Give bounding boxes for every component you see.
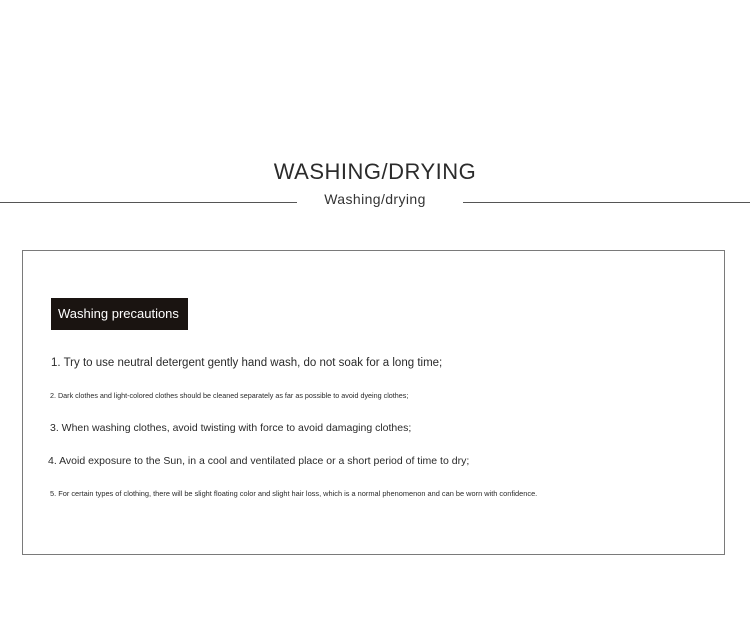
precaution-item: 2. Dark clothes and light-colored clothes should be cleaned separately as far as possible to avoid dyeing clothes;: [50, 391, 409, 400]
precaution-item: 5. For certain types of clothing, there will be slight floating color and slight hair loss, which is a normal phenomenon and can be worn with confidence.: [50, 489, 538, 498]
precaution-item: 4. Avoid exposure to the Sun, in a cool and ventilated place or a short period of time to dry;: [48, 455, 470, 467]
page-title: WASHING/DRYING: [273, 159, 477, 184]
precaution-item: 3. When washing clothes, avoid twisting with force to avoid damaging clothes;: [50, 422, 412, 434]
precautions-panel: [22, 250, 725, 555]
precautions-heading-badge: Washing precautions: [51, 298, 188, 330]
page-subtitle: Washing/drying: [324, 191, 426, 207]
precaution-item: 1. Try to use neutral detergent gently hand wash, do not soak for a long time;: [51, 357, 443, 369]
title-divider-right: [463, 202, 750, 203]
